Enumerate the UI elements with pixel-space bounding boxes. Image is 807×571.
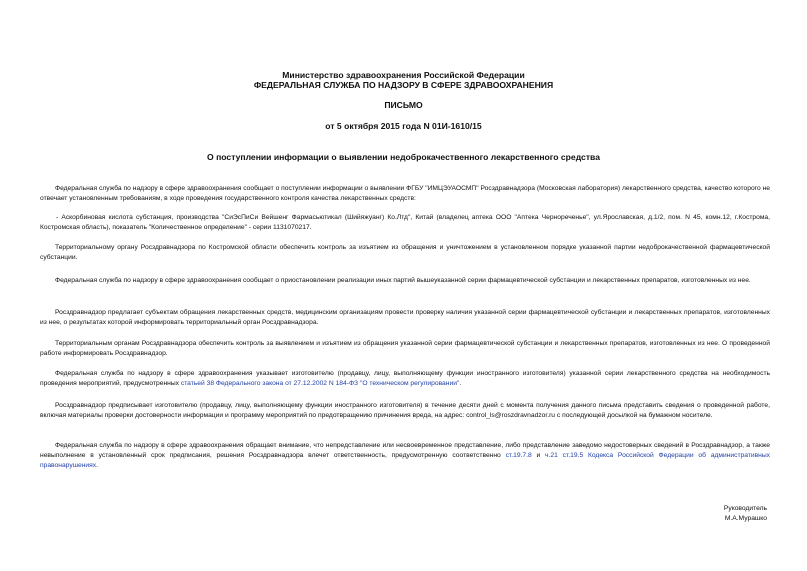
- paragraph-9-end: .: [96, 462, 98, 469]
- paragraph-7: [40, 369, 770, 389]
- document-date-number: от 5 октября 2015 года N 01И-1610/15: [325, 121, 482, 131]
- paragraph-4: Федеральная служба по надзору в сфере здравоохранения сообщает о приостановлении реализации иных партий вышеуказанной серии фармацевтической субстанции и лекарственных препаратов, изготовленных из нее.: [55, 277, 751, 284]
- paragraph-9: [40, 441, 770, 471]
- paragraph-7-text: Федеральная служба по надзору в сфере здравоохранения указывает изготовителю (продавцу, лицу, выполняющему функции иностранного изготовителя) указанной серии лекарственного средства на необходимость проведения мероприятий, предусмотренных: [40, 370, 770, 387]
- service-name: ФЕДЕРАЛЬНАЯ СЛУЖБА ПО НАДЗОРУ В СФЕРЕ ЗДРАВООХРАНЕНИЯ: [253, 80, 554, 90]
- paragraph-substance: - Аскорбиновая кислота субстанция, производства "СиЭсПиСи Вейшенг Фармасьютикал (Шийяжуанг) Ко.Лтд", Китай (владелец аптека ООО "Аптека Чернореченье", ул.Ярославская, д.1/2, пом. N 45, комн.12, г.Кострома, Костромская область), показатель "Количественное определение" - серии 1131070217.: [40, 214, 770, 231]
- paragraph-6: Территориальным органам Росздравнадзора обеспечить контроль за выявлением и изъятием из обращения указанной серии фармацевтической субстанции и лекарственных препаратов, изготовленных из нее. О проведенной работе информировать Росздравнадзор.: [40, 340, 770, 357]
- ministry-name: Министерство здравоохранения Российской Федерации: [282, 70, 525, 80]
- law-184-fz-link[interactable]: статьей 38 Федерального закона от 27.12.2002 N 184-ФЗ "О техническом регулировании": [180, 380, 460, 387]
- paragraph-1: Федеральная служба по надзору в сфере здравоохранения сообщает о поступлении информации о выявлении ФГБУ "ИМЦЭУАОСМП" Росздравнадзора (Московская лаборатория) лекарственного средства, качество которого не отвечает установленным требованиям, в ходе проведения государственного контроля качества лекарственных средств:: [40, 185, 770, 202]
- signatory-title: Руководитель: [723, 505, 767, 512]
- paragraph-3: Территориальному органу Росздравнадзора по Костромской области обеспечить контроль за изъятием из обращения и уничтожением в установленном порядке указанной партии недоброкачественной фармацевтической субстанции.: [40, 244, 770, 261]
- koap-article-19-5-link[interactable]: ч.21 ст.19.5 Кодекса Российской Федерации об административных правонарушениях: [40, 452, 770, 469]
- paragraph-5: Росздравнадзор предлагает субъектам обращения лекарственных средств, медицинским организациям провести проверку наличия указанной серии фармацевтической субстанции и лекарственных препаратов, изготовленных из нее, о результатах которой информировать территориальный орган Росздравнадзора.: [40, 309, 770, 326]
- koap-article-19-7-8-link[interactable]: ст.19.7.8: [505, 452, 532, 459]
- paragraph-7-end: .: [459, 380, 462, 387]
- paragraph-9-mid: и: [531, 452, 546, 459]
- document-type: ПИСЬМО: [384, 100, 423, 110]
- paragraph-9-text: Федеральная служба по надзору в сфере здравоохранения обращает внимание, что непредставление или несвоевременное представление, либо представление заведомо недостоверных сведений в Росздравнадзор, а также невыполнение в установленный срок предписания, решения Росздравнадзора влечет ответственность, предусмотренную соответственно: [40, 442, 770, 459]
- signatory-name: М.А.Мурашко: [724, 515, 767, 522]
- document-subject: О поступлении информации о выявлении недоброкачественного лекарственного средства: [207, 152, 600, 162]
- paragraph-8: Росздравнадзор предписывает изготовителю (продавцу, лицу, выполняющему функции иностранного изготовителя) в течение десяти дней с момента получения данного письма представить сведения о проведенной работе, включая материалы проверки достоверности информации и программу мероприятий по предотвращению причинения вреда, на адрес: control_ls@roszdravnadzor.ru с последующей досылкой на бумажном носителе.: [40, 402, 770, 419]
